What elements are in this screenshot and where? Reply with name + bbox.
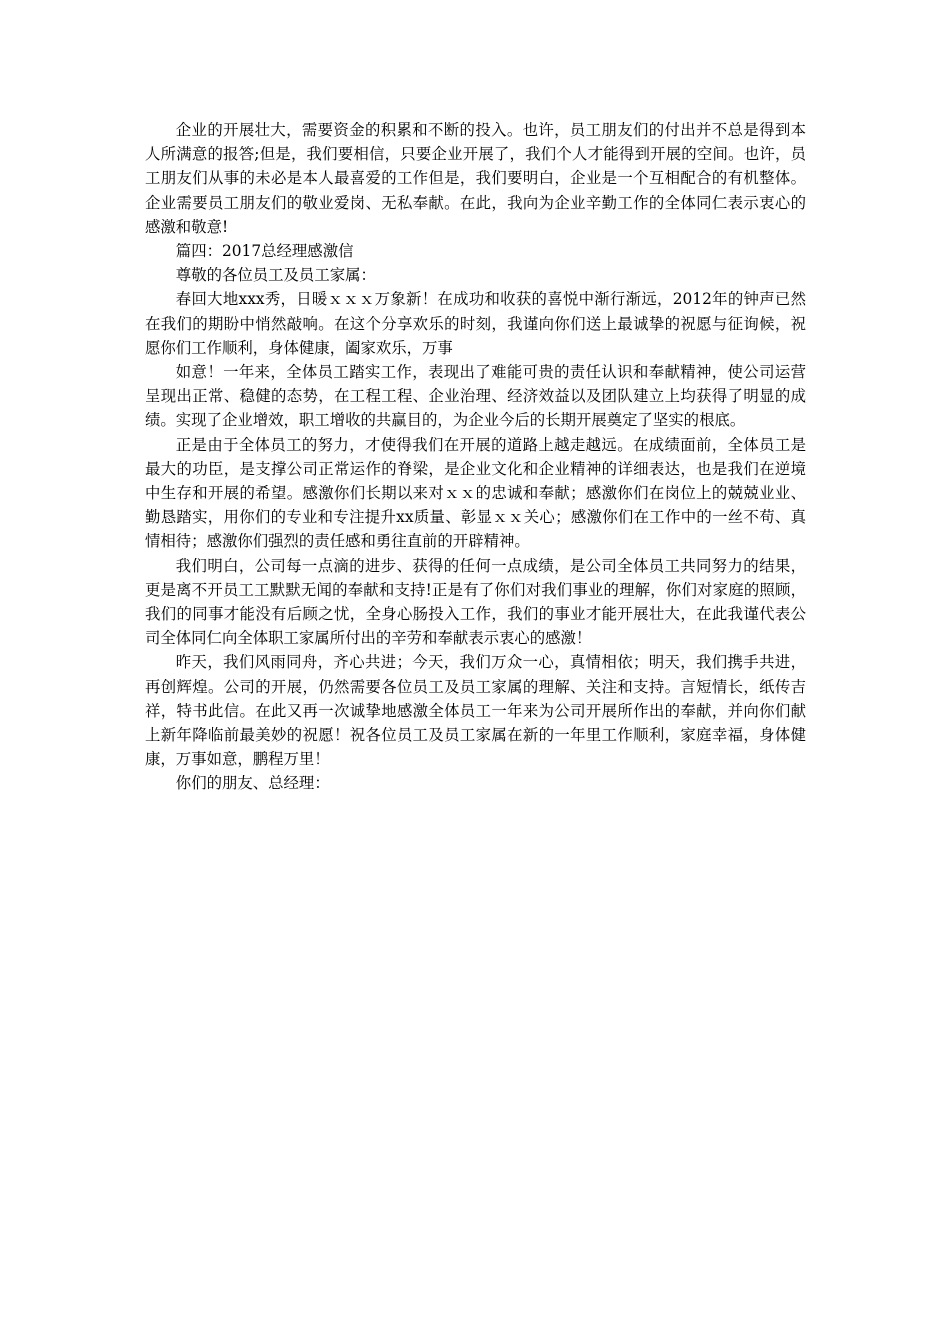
- paragraph-achievements: 如意！一年来，全体员工踏实工作，表现出了难能可贵的责任认识和奉献精神，使公司运营呈现出正常、稳健的态势，在工程工程、企业治理、经济效益以及团队建立上均获得了明显的成绩。实现了企业增效，职工增收的共赢目的，为企业今后的长期开展奠定了坚实的根底。: [145, 363, 806, 430]
- paragraph-greeting: 春回大地xxx秀，日暖ｘｘｘ万象新！在成功和收获的喜悦中渐行渐远，2012年的钟声已然在我们的期盼中悄然敲响。在这个分享欢乐的时刻，我谨向你们送上最诚挚的祝愿与征询候，祝愿你们工作顺利，身体健康，阖家欢乐，万事: [145, 290, 806, 357]
- paragraph-employee-thanks: 正是由于全体员工的努力，才使得我们在开展的道路上越走越远。在成绩面前，全体员工是最大的功臣，是支撑公司正常运作的脊梁，是企业文化和企业精神的详细表达，也是我们在逆境中生存和开展的希望。感激你们长期以来对ｘｘ的忠诚和奉献；感激你们在岗位上的兢兢业业、勤恳踏实，用你们的专业和专注提升xx质量、彰显ｘｘ关心；感激你们在工作中的一丝不苟、真情相待；感激你们强烈的责任感和勇往直前的开辟精神。: [145, 435, 806, 551]
- letter-signature: 你们的朋友、总经理：: [175, 774, 330, 793]
- paragraph-closing-wishes: 昨天，我们风雨同舟，齐心共进；今天，我们万众一心，真情相依；明天，我们携手共进，再创辉煌。公司的开展，仍然需要各位员工及员工家属的理解、关注和支持。言短情长，纸传吉祥，特书此信。在此又再一次诚挚地感激全体员工一年来为公司开展所作出的奉献，并向你们献上新年降临前最美妙的祝愿！祝各位员工及员工家属在新的一年里工作顺利，家庭幸福，身体健康，万事如意，鹏程万里！: [145, 653, 806, 769]
- paragraph-intro: 企业的开展壮大，需要资金的积累和不断的投入。也许，员工朋友们的付出并不总是得到本人所满意的报答;但是，我们要相信，只要企业开展了，我们个人才能得到开展的空间。也许，员工朋友们从事的未必是本人最喜爱的工作但是，我们要明白，企业是一个互相配合的有机整体。企业需要员工朋友们的敬业爱岗、无私奉献。在此，我向为企业辛勤工作的全体同仁表示衷心的感激和敬意!: [145, 121, 806, 236]
- letter-salutation: 尊敬的各位员工及员工家属：: [175, 266, 376, 285]
- section-heading: 篇四：2017总经理感激信: [175, 242, 354, 261]
- paragraph-family-thanks: 我们明白，公司每一点滴的进步、获得的任何一点成绩，是公司全体员工共同努力的结果，更是离不开员工工默默无闻的奉献和支持!正是有了你们对我们事业的理解，你们对家庭的照顾，我们的同事才能没有后顾之忧，全身心肠投入工作，我们的事业才能开展壮大，在此我谨代表公司全体同仁向全体职工家属所付出的辛劳和奉献表示衷心的感激！: [145, 556, 806, 648]
- document-body: [145, 118, 806, 796]
